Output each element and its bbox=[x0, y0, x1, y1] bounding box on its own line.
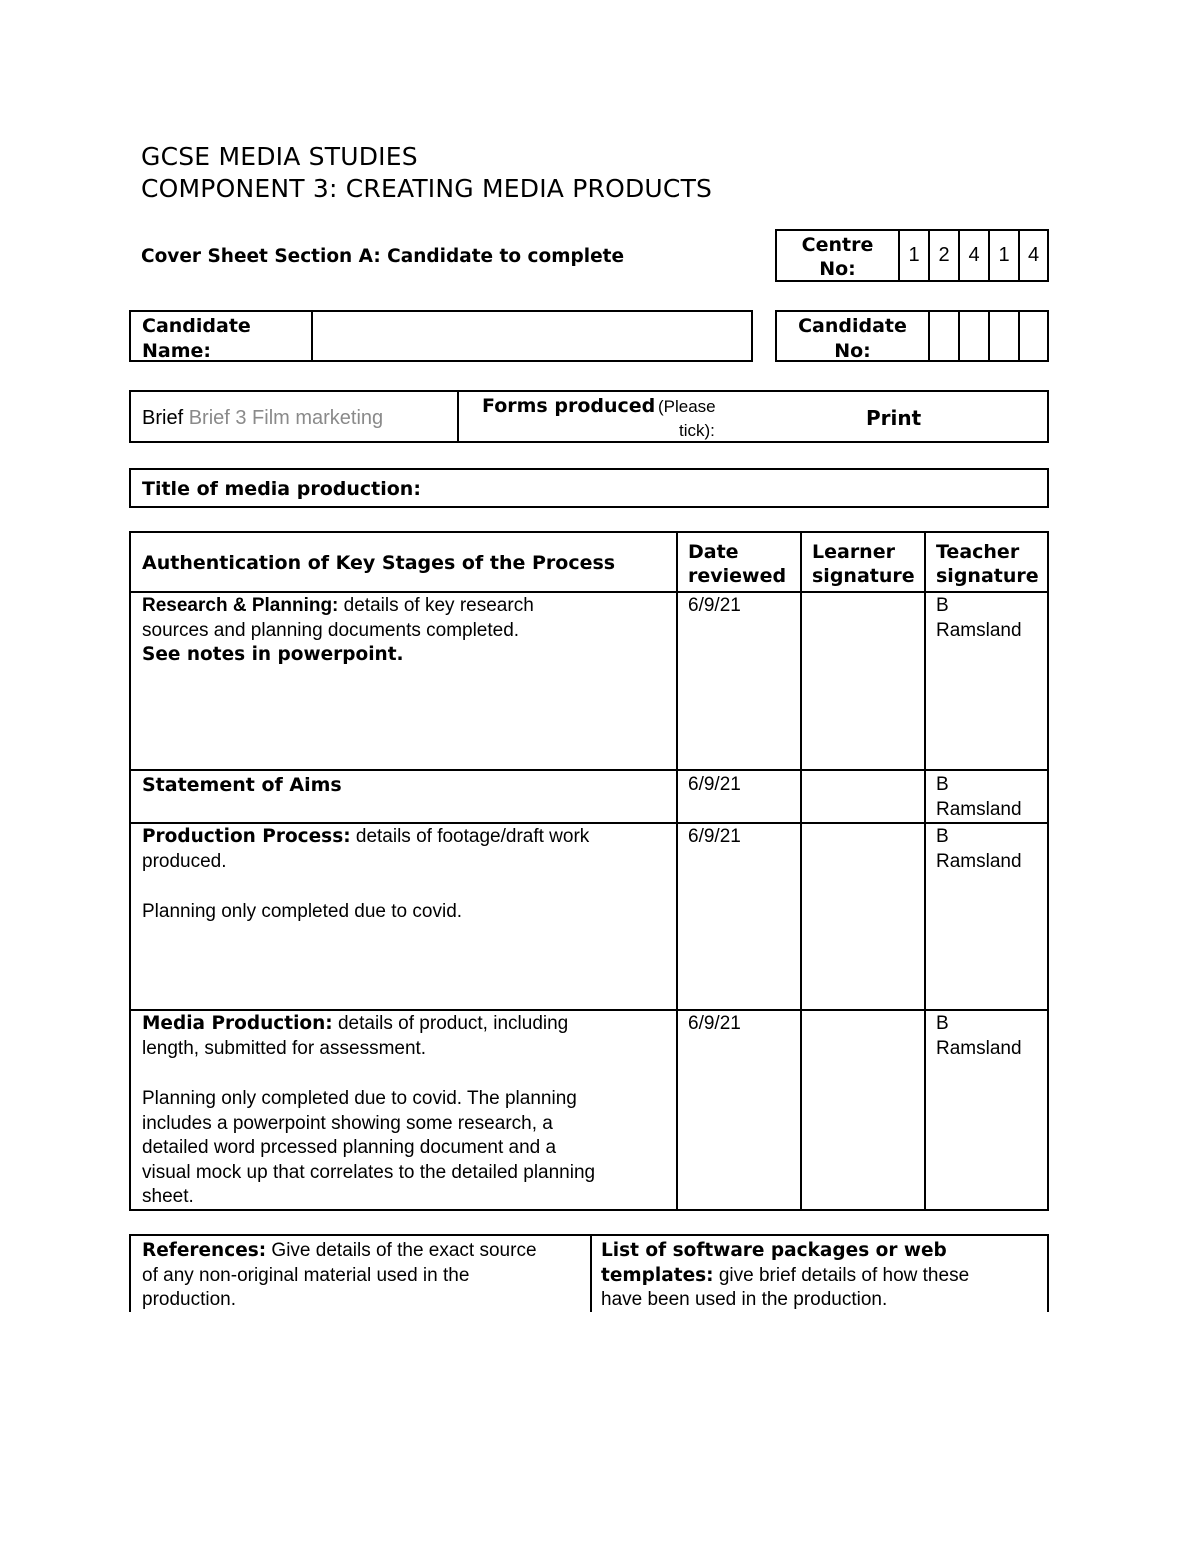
row-aims-teacher-2: Ramsland bbox=[936, 798, 1022, 820]
row-media-date: 6/9/21 bbox=[688, 1013, 741, 1034]
header-learner-1: Learner bbox=[812, 541, 895, 563]
cover-section-label: Cover Sheet Section A: Candidate to complete bbox=[141, 246, 625, 267]
row-research-teacher-1: B bbox=[936, 595, 949, 616]
references-desc-1: Give details of the exact source bbox=[266, 1240, 537, 1261]
references-title: References: bbox=[142, 1240, 267, 1261]
header-date-2: reviewed bbox=[688, 565, 787, 587]
row-media-note-3: detailed word prcessed planning document and a bbox=[142, 1137, 557, 1158]
brief-line bbox=[142, 406, 383, 431]
row-media-note-1: Planning only completed due to covid. The planning bbox=[142, 1088, 577, 1109]
software-desc-2: have been used in the production. bbox=[601, 1289, 888, 1310]
row-aims-title: Statement of Aims bbox=[142, 774, 342, 796]
candidate-no-digit-3[interactable] bbox=[990, 312, 1018, 360]
header-stage: Authentication of Key Stages of the Process bbox=[142, 552, 616, 574]
software-desc-1: give brief details of how these bbox=[713, 1264, 970, 1286]
row-process-title: Production Process: bbox=[142, 826, 351, 847]
centre-digit-4: 1 bbox=[998, 244, 1010, 266]
row-media-teacher-2: Ramsland bbox=[936, 1037, 1022, 1059]
row-process-teacher-2: Ramsland bbox=[936, 850, 1022, 872]
forms-produced-value[interactable]: Print bbox=[866, 406, 922, 430]
centre-digit-5: 4 bbox=[1027, 244, 1040, 266]
references-cell bbox=[142, 1239, 582, 1313]
candidate-no-box bbox=[775, 310, 1049, 362]
centre-digit-1: 1 bbox=[908, 244, 920, 266]
row-research-teacher bbox=[936, 594, 1022, 643]
row-research-date: 6/9/21 bbox=[688, 595, 741, 616]
row-process-teacher bbox=[936, 825, 1022, 874]
candidate-no-digit-2[interactable] bbox=[960, 312, 988, 360]
references-software-box bbox=[129, 1234, 1049, 1312]
document-subtitle: COMPONENT 3: CREATING MEDIA PRODUCTS bbox=[141, 174, 713, 203]
row-media-note-4: visual mock up that correlates to the detailed planning bbox=[142, 1161, 596, 1183]
row-media-title: Media Production: bbox=[142, 1013, 333, 1034]
table-row-production-process bbox=[142, 825, 672, 925]
header-teacher-2: signature bbox=[936, 565, 1039, 587]
brief-value: Brief 3 Film marketing bbox=[188, 407, 384, 429]
row-aims-teacher bbox=[936, 773, 1022, 822]
row-process-date: 6/9/21 bbox=[688, 826, 741, 847]
forms-produced-label: Forms produced bbox=[482, 395, 656, 417]
document-title: GCSE MEDIA STUDIES bbox=[141, 142, 418, 171]
row-process-desc-1: details of footage/draft work bbox=[350, 826, 590, 847]
candidate-name-box bbox=[129, 310, 753, 362]
candidate-no-digit-1[interactable] bbox=[930, 312, 958, 360]
software-title-1: List of software packages or web bbox=[601, 1240, 947, 1261]
header-learner-2: signature bbox=[812, 565, 915, 587]
row-aims-teacher-1: B bbox=[936, 774, 949, 795]
centre-no-label-2: No: bbox=[819, 258, 856, 280]
header-date-1: Date bbox=[688, 541, 739, 563]
row-research-note: See notes in powerpoint. bbox=[142, 644, 404, 665]
references-desc-3: production. bbox=[142, 1289, 237, 1310]
row-process-teacher-1: B bbox=[936, 826, 949, 847]
auth-table bbox=[129, 531, 1049, 1211]
header-teacher-1: Teacher bbox=[936, 541, 1020, 563]
row-research-title: Research & Planning: bbox=[142, 595, 339, 616]
row-media-teacher bbox=[936, 1012, 1022, 1061]
candidate-no-digit-4[interactable] bbox=[1020, 312, 1047, 360]
row-media-note-5: sheet. bbox=[142, 1186, 194, 1207]
row-process-note: Planning only completed due to covid. bbox=[142, 901, 463, 922]
row-media-desc-1: details of product, including bbox=[332, 1013, 569, 1034]
brief-forms-box bbox=[129, 390, 1049, 443]
row-media-teacher-1: B bbox=[936, 1013, 949, 1034]
centre-digit-2: 2 bbox=[938, 244, 950, 266]
candidate-name-label-2: Name: bbox=[142, 340, 212, 362]
row-research-desc-2: sources and planning documents completed. bbox=[142, 619, 520, 641]
centre-no-box bbox=[775, 229, 1049, 282]
software-cell bbox=[601, 1239, 1041, 1313]
title-production-box bbox=[129, 468, 1049, 508]
row-research-desc-1: details of key research bbox=[338, 595, 534, 616]
row-process-desc-2: produced. bbox=[142, 850, 227, 872]
row-research-teacher-2: Ramsland bbox=[936, 619, 1022, 641]
candidate-no-label-1: Candidate bbox=[798, 315, 907, 337]
centre-digit-3: 4 bbox=[968, 244, 980, 266]
centre-no-label-1: Centre bbox=[801, 234, 874, 256]
row-media-note-2: includes a powerpoint showing some research, a bbox=[142, 1112, 553, 1134]
forms-produced-note-1: (Please bbox=[658, 397, 716, 416]
candidate-no-label-2: No: bbox=[834, 340, 871, 362]
row-aims-date: 6/9/21 bbox=[688, 774, 741, 795]
brief-label: Brief bbox=[142, 407, 184, 429]
references-desc-2: of any non-original material used in the bbox=[142, 1264, 470, 1286]
table-row-research bbox=[142, 594, 672, 668]
forms-produced-note-2: tick): bbox=[679, 421, 715, 440]
software-title-2: templates: bbox=[601, 1264, 714, 1286]
candidate-name-label-1: Candidate bbox=[142, 315, 251, 337]
row-media-desc-2: length, submitted for assessment. bbox=[142, 1037, 427, 1059]
table-row-media-production bbox=[142, 1012, 672, 1210]
title-production-label[interactable]: Title of media production: bbox=[142, 478, 421, 500]
